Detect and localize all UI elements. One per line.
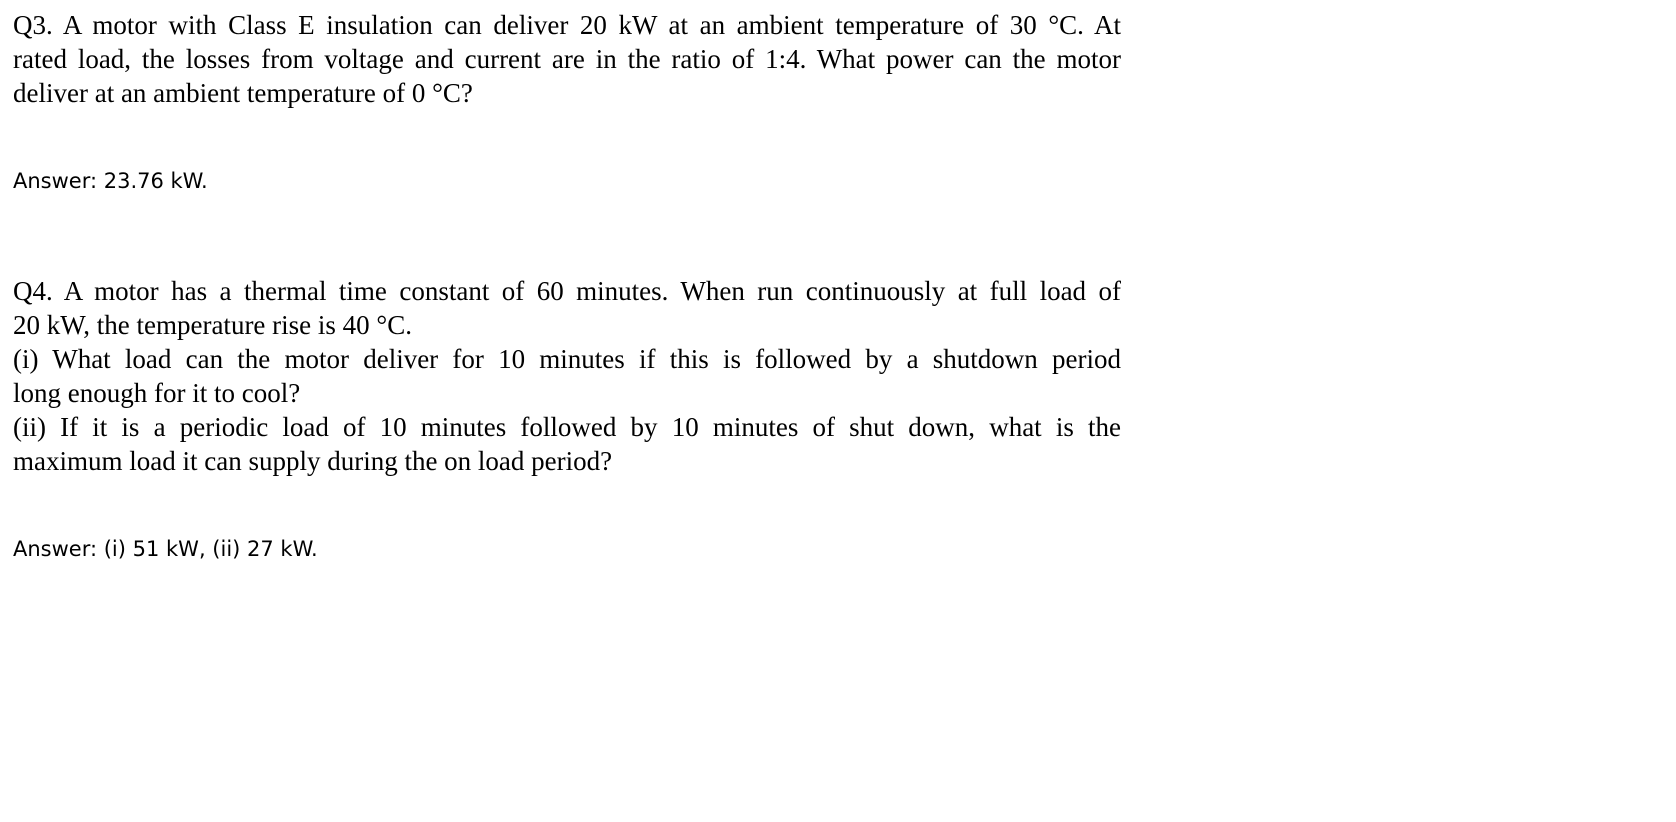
question-3-line-1: Q3. A motor with Class E insulation can deliver 20 kW at an ambient temperature of 30 °C. At xyxy=(13,10,1121,40)
answer-3: Answer: 23.76 kW. xyxy=(13,169,208,193)
question-4-line-2: 20 kW, the temperature rise is 40 °C. xyxy=(13,310,412,340)
answer-4: Answer: (i) 51 kW, (ii) 27 kW. xyxy=(13,537,318,561)
question-3 xyxy=(13,8,1121,110)
question-4-line-6: maximum load it can supply during the on load period? xyxy=(13,446,613,476)
question-4-line-3: (i) What load can the motor deliver for 10 minutes if this is followed by a shutdown period xyxy=(13,344,1121,374)
question-4-line-5: (ii) If it is a periodic load of 10 minutes followed by 10 minutes of shut down, what is the xyxy=(13,412,1121,442)
question-4-line-1: Q4. A motor has a thermal time constant of 60 minutes. When run continuously at full load of xyxy=(13,276,1121,306)
question-3-line-3: deliver at an ambient temperature of 0 °C? xyxy=(13,78,473,108)
question-4 xyxy=(13,274,1121,478)
question-3-line-2: rated load, the losses from voltage and current are in the ratio of 1:4. What power can the motor xyxy=(13,44,1121,74)
question-4-line-4: long enough for it to cool? xyxy=(13,378,301,408)
